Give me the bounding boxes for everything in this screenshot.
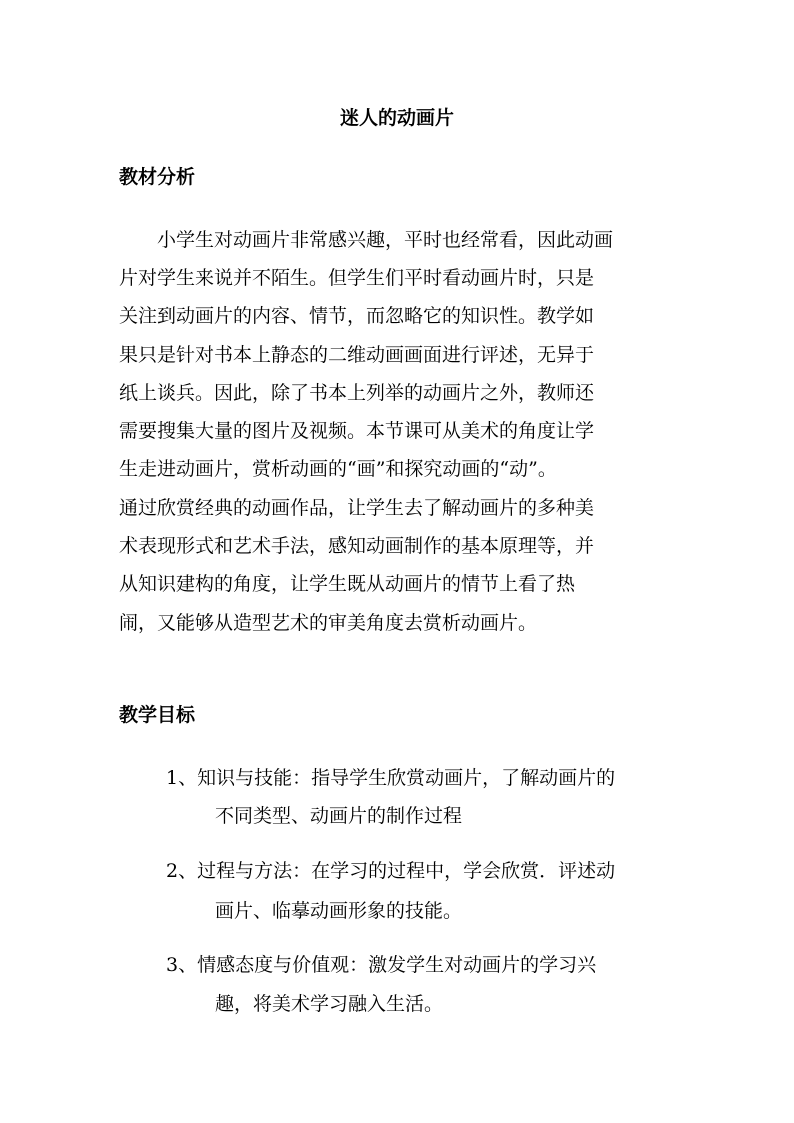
paragraph-line: 片对学生来说并不陌生。但学生们平时看动画片时，只是 (119, 267, 595, 289)
paragraph-line: 从知识建构的角度，让学生既从动画片的情节上看了热 (119, 573, 576, 595)
paragraph-line: 果只是针对书本上静态的二维动画画面进行评述，无异于 (119, 344, 595, 366)
goal-line: 2、过程与方法：在学习的过程中，学会欣赏．评述动 (166, 860, 616, 882)
paragraph-line: 术表现形式和艺术手法，感知动画制作的基本原理等，并 (119, 535, 595, 557)
paragraph-line: 闹，又能够从造型艺术的审美角度去赏析动画片。 (119, 612, 538, 634)
paragraph-line: 需要搜集大量的图片及视频。本节课可从美术的角度让学 (119, 420, 595, 442)
goal-line-continuation: 画片、临摹动画形象的技能。 (215, 900, 463, 922)
paragraph-line: 小学生对动画片非常感兴趣，平时也经常看，因此动画 (157, 229, 614, 251)
goal-line: 1、知识与技能：指导学生欣赏动画片，了解动画片的 (166, 767, 616, 789)
document-title: 迷人的动画片 (339, 107, 454, 129)
section-heading-teaching-goals: 教学目标 (119, 704, 196, 726)
paragraph-line: 通过欣赏经典的动画作品，让学生去了解动画片的多种美 (119, 497, 595, 519)
section-heading-material-analysis: 教材分析 (119, 166, 196, 188)
paragraph-line: 纸上谈兵。因此，除了书本上列举的动画片之外，教师还 (119, 382, 595, 404)
paragraph-line: 生走进动画片，赏析动画的“画”和探究动画的“动”。 (119, 458, 557, 480)
goal-line-continuation: 趣，将美术学习融入生活。 (215, 993, 444, 1015)
goal-line-continuation: 不同类型、动画片的制作过程 (215, 805, 463, 827)
goal-line: 3、情感态度与价值观：激发学生对动画片的学习兴 (166, 954, 597, 976)
paragraph-line: 关注到动画片的内容、情节，而忽略它的知识性。教学如 (119, 305, 595, 327)
